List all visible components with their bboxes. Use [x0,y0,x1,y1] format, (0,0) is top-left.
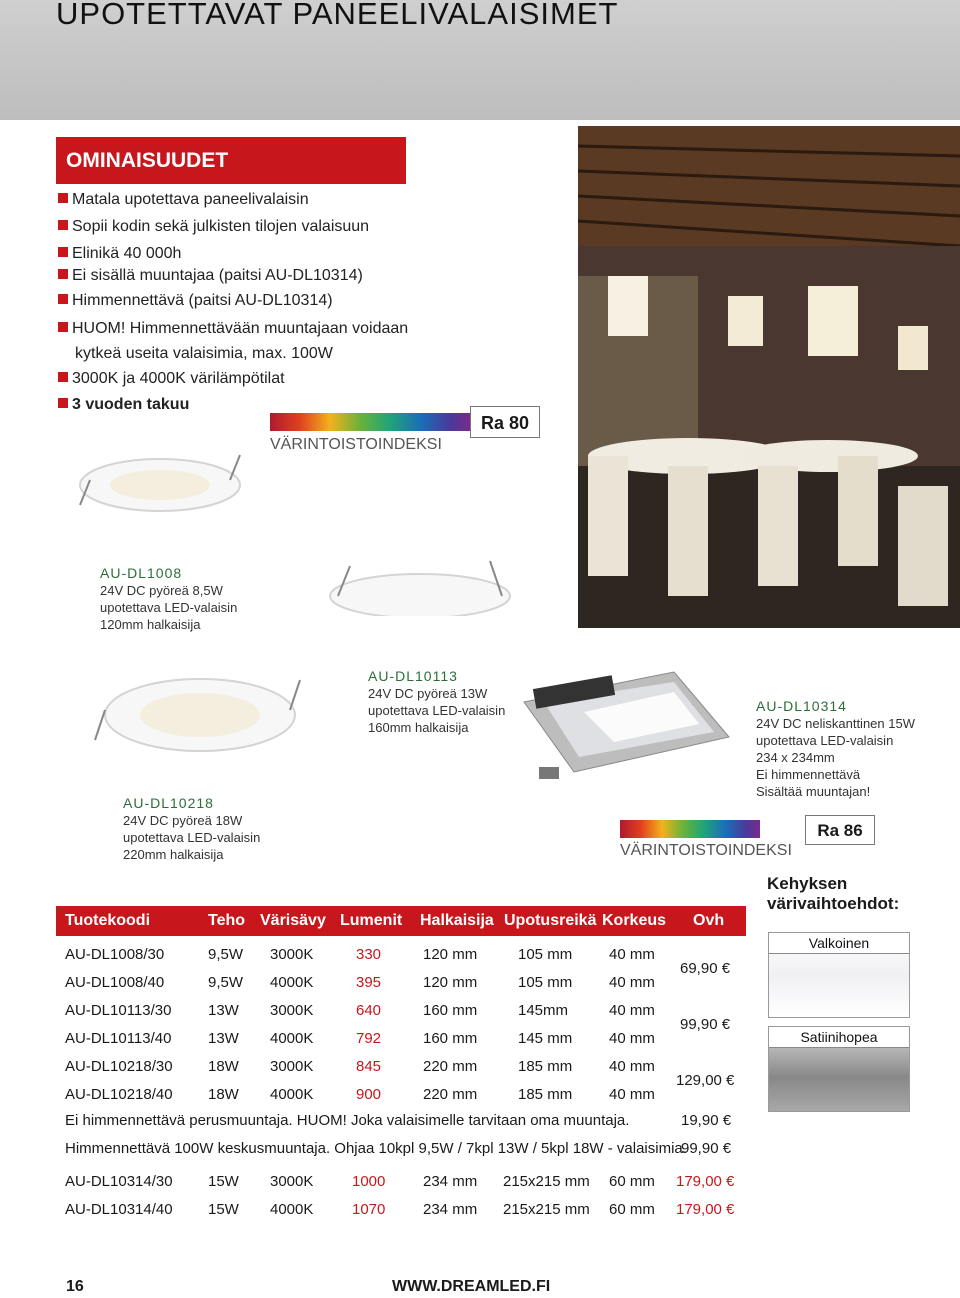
table-header [56,906,746,936]
feature-item: Elinikä 40 000h [58,245,181,263]
features-heading: OMINAISUUDET [56,137,406,184]
column-header: Korkeus [602,912,667,929]
table-cell: 120 mm [423,946,478,963]
table-cell: 160 mm [423,1030,478,1047]
round-panel-lamp-image [85,660,305,760]
price: 19,90 € [681,1112,732,1129]
bullet-icon [58,193,68,203]
column-header: Upotusreikä [504,912,597,929]
swatch-label: Valkoinen [769,933,909,954]
feature-item: Sopii kodin sekä julkisten tilojen valaisuun [58,218,369,236]
table-cell: 40 mm [609,1058,655,1075]
table-cell-code: AU-DL10113/40 [65,1030,172,1047]
price: 69,90 € [680,960,731,977]
feature-item: Himmennettävä (paitsi AU-DL10314) [58,292,333,310]
column-header: Värisävy [260,912,326,929]
feature-item: Ei sisällä muuntajaa (paitsi AU-DL10314) [58,267,363,285]
table-cell: 792 [356,1030,382,1047]
feature-item: HUOM! Himmennettävään muuntajaan voidaan [58,320,408,338]
table-cell: 185 mm [518,1058,573,1075]
table-cell: 60 mm [609,1173,655,1190]
product-code: AU-DL10314 [756,698,847,714]
table-cell: 40 mm [609,974,655,991]
product-card [100,565,237,633]
table-cell: 105 mm [518,946,573,963]
cri-label: VÄRINTOISTOINDEKSI [620,842,792,859]
table-cell-code: AU-DL10113/30 [65,1002,172,1019]
column-header: Lumenit [340,912,403,929]
table-cell: 9,5W [208,946,244,963]
restaurant-photo [578,126,960,628]
feature-item: Matala upotettava paneelivalaisin [58,191,309,209]
product-card [123,795,260,863]
table-cell: 3000K [270,1173,314,1190]
note-transformer: Ei himmennettävä perusmuuntaja. HUOM! Joka valaisimelle tarvitaan oma muuntaja. [65,1112,630,1129]
table-cell: 4000K [270,1201,314,1218]
table-cell: 145mm [518,1002,569,1019]
table-cell: 18W [208,1086,239,1103]
table-cell-code: AU-DL10218/40 [65,1086,173,1103]
table-cell: 3000K [270,1002,314,1019]
square-panel-lamp-image [484,662,734,812]
table-cell: 640 [356,1002,382,1019]
table-cell: 120 mm [423,974,478,991]
table-cell-code: AU-DL10314/30 [65,1173,173,1190]
product-spec: upotettava LED-valaisin [123,830,261,845]
column-header: Tuotekoodi [65,912,151,929]
table-cell: 105 mm [518,974,573,991]
table-cell: 845 [356,1058,382,1075]
table-cell: 40 mm [609,1086,655,1103]
website-link: WWW.DREAMLED.FI [392,1278,551,1295]
column-header: Teho [208,912,246,929]
table-cell: 15W [208,1173,239,1190]
table-cell: 4000K [270,1030,314,1047]
bullet-icon [58,322,68,332]
price: 99,90 € [681,1140,732,1157]
frame-swatch-satin-silver [768,1026,910,1112]
table-cell: 220 mm [423,1058,478,1075]
note-dimmable-transformer: Himmennettävä 100W keskusmuuntaja. Ohjaa 10kpl 9,5W / 7kpl 13W / 5kpl 18W - valaisimia. [65,1140,687,1157]
product-code: AU-DL10113 [368,668,458,684]
frame-options-title: Kehyksen värivaihtoehdot: [767,874,900,913]
swatch-label: Satiinihopea [769,1027,909,1048]
table-cell: 40 mm [609,946,655,963]
feature-item: 3000K ja 4000K värilämpötilat [58,370,285,388]
color-spectrum-bar [270,413,470,431]
table-cell: 220 mm [423,1086,478,1103]
table-cell-code: AU-DL10218/30 [65,1058,173,1075]
feature-item-warranty: 3 vuoden takuu [58,396,189,414]
table-cell-code: AU-DL10314/40 [65,1201,173,1218]
product-spec: 120mm halkaisija [100,617,201,632]
table-cell: 3000K [270,946,314,963]
table-cell: 160 mm [423,1002,478,1019]
table-cell: 234 mm [423,1173,478,1190]
product-spec: Sisältää muuntajan! [756,784,871,799]
product-spec: 24V DC pyöreä 18W [123,813,243,828]
table-cell: 13W [208,1002,239,1019]
table-cell: 18W [208,1058,239,1075]
color-spectrum-bar [620,820,760,838]
product-spec: upotettava LED-valaisin [100,600,238,615]
round-panel-lamp-image [320,556,520,616]
ra-value-badge: Ra 80 [470,406,540,438]
column-header: Halkaisija [420,912,494,929]
column-header: Ovh [693,912,725,929]
bullet-icon [58,372,68,382]
table-cell: 215x215 mm [503,1201,590,1218]
product-spec: 220mm halkaisija [123,847,224,862]
product-spec: 24V DC pyöreä 13W [368,686,488,701]
price: 99,90 € [680,1016,731,1033]
table-cell: 185 mm [518,1086,573,1103]
table-cell: 900 [356,1086,382,1103]
ra-value-badge: Ra 86 [805,815,875,845]
page-title: UPOTETTAVAT PANEELIVALAISIMET [56,0,619,31]
table-cell: 40 mm [609,1002,655,1019]
bullet-icon [58,220,68,230]
table-cell: 215x215 mm [503,1173,590,1190]
table-cell: 13W [208,1030,239,1047]
table-cell: 9,5W [208,974,244,991]
product-spec: upotettava LED-valaisin [756,733,894,748]
table-cell: 330 [356,946,382,963]
table-cell: 60 mm [609,1201,655,1218]
round-panel-lamp-image [70,445,250,517]
product-spec: 24V DC pyöreä 8,5W [100,583,223,598]
table-cell: 4000K [270,1086,314,1103]
table-cell-code: AU-DL1008/40 [65,974,165,991]
bullet-icon [58,398,68,408]
table-cell: 395 [356,974,382,991]
price: 179,00 € [676,1201,735,1218]
table-cell: 1070 [352,1201,386,1218]
cri-label: VÄRINTOISTOINDEKSI [270,436,442,453]
table-cell: 3000K [270,1058,314,1075]
product-spec: Ei himmennettävä [756,767,861,782]
bullet-icon [58,294,68,304]
product-card [756,698,915,800]
table-cell: 15W [208,1201,239,1218]
table-cell-code: AU-DL1008/30 [65,946,165,963]
price: 129,00 € [676,1072,735,1089]
product-spec: 234 x 234mm [756,750,835,765]
bullet-icon [58,247,68,257]
page-number: 16 [66,1278,84,1295]
product-spec: upotettava LED-valaisin [368,703,506,718]
table-cell: 234 mm [423,1201,478,1218]
product-code: AU-DL1008 [100,565,183,581]
bullet-icon [58,269,68,279]
table-cell: 145 mm [518,1030,573,1047]
table-cell: 4000K [270,974,314,991]
product-spec: 24V DC neliskanttinen 15W [756,716,915,731]
product-card [368,668,505,736]
frame-swatch-white [768,932,910,1018]
feature-item-continued: kytkeä useita valaisimia, max. 100W [75,345,333,362]
table-cell: 40 mm [609,1030,655,1047]
price: 179,00 € [676,1173,735,1190]
product-code: AU-DL10218 [123,795,214,811]
product-spec: 160mm halkaisija [368,720,469,735]
table-cell: 1000 [352,1173,386,1190]
